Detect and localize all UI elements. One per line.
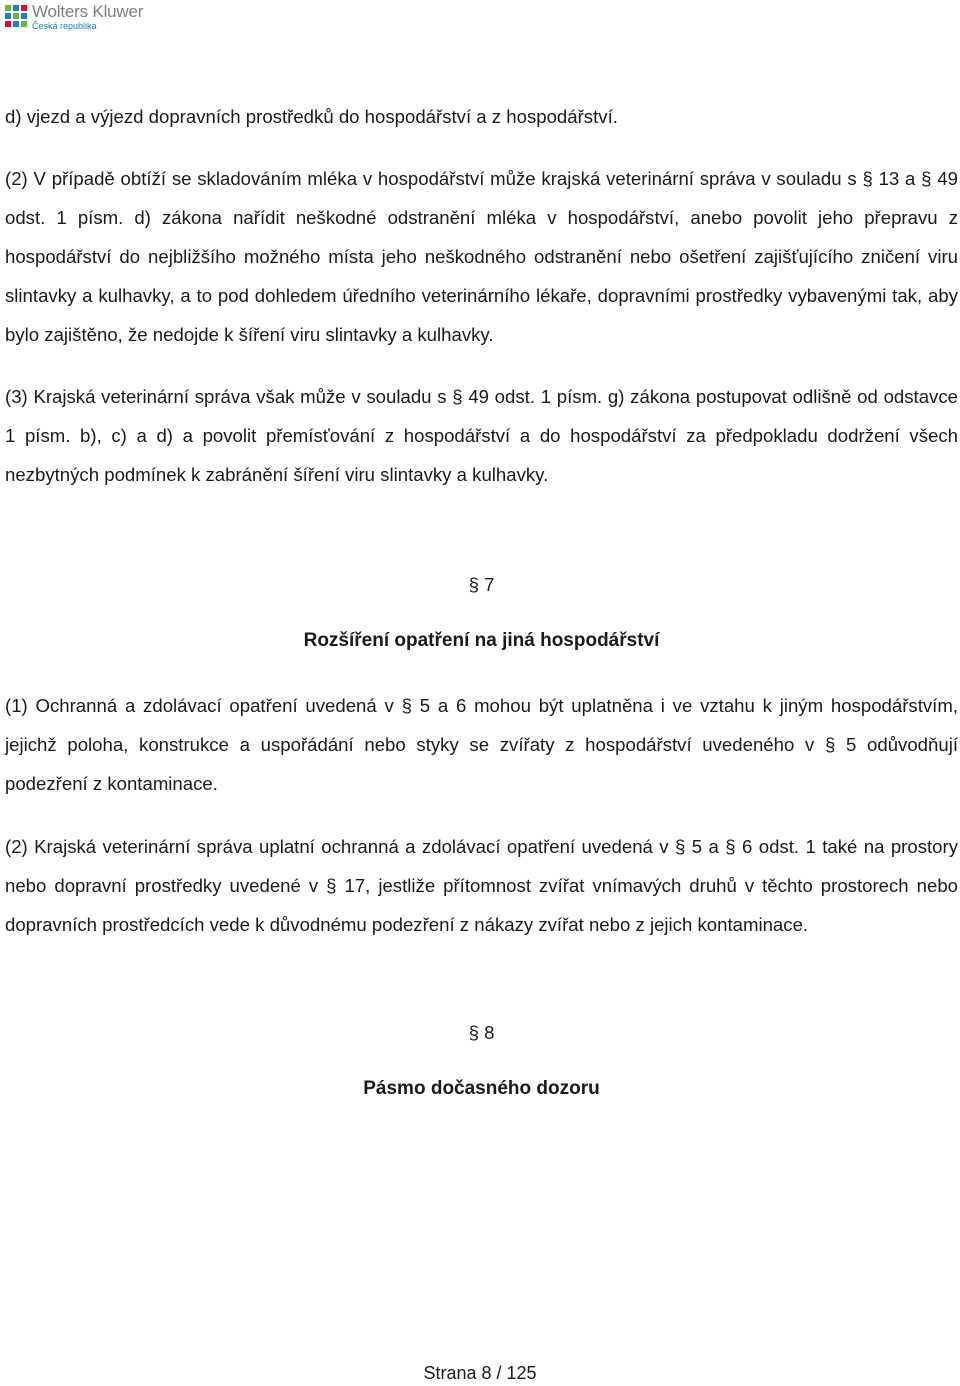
logo-brand-text: Wolters Kluwer — [32, 2, 144, 21]
paragraph-item-d: d) vjezd a výjezd dopravních prostředků do hospodářství a z hospodářství. — [5, 106, 618, 127]
section-7-number: § 7 — [468, 574, 495, 595]
page-number: Strana 8 / 125 — [423, 1363, 537, 1383]
section-7-paragraph-1: (1) Ochranná a zdolávací opatření uvedená v § 5 a 6 mohou být uplatněna i ve vztahu k jiným hospodářstvím, jejichž poloha, konstrukce a uspořádání nebo styky se zvířaty z hospodářství uvedeného v § 5 odůvodňují podezření z kontaminace. — [5, 695, 958, 794]
document-body — [5, 97, 958, 1101]
paragraph-3: (3) Krajská veterinární správa však může v souladu s § 49 odst. 1 písm. g) zákona postupovat odlišně od odstavce 1 písm. b), c) a d) a povolit přemísťování z hospodářství a do hospodářství za předpokladu dodržení všech nezbytných podmínek k zabránění šíření viru slintavky a kulhavky. — [5, 386, 958, 485]
section-7-paragraph-2: (2) Krajská veterinární správa uplatní ochranná a zdolávací opatření uvedená v § 5 a § 6 odst. 1 také na prostory nebo dopravní prostředky uvedené v § 17, jestliže přítomnost zvířat vnímavých druhů v těchto prostorech nebo dopravních prostředcích vede k důvodnému podezření z nákazy zvířat nebo z jejich kontaminace. — [5, 836, 958, 935]
logo-subtitle-text: Česká republika — [32, 21, 97, 31]
publisher-logo — [5, 3, 143, 31]
section-8-number: § 8 — [468, 1022, 495, 1043]
section-8-title: Pásmo dočasného dozoru — [363, 1078, 600, 1099]
wolters-kluwer-logo-icon — [5, 5, 27, 27]
paragraph-2: (2) V případě obtíží se skladováním mléka v hospodářství může krajská veterinární správa v souladu s § 13 a § 49 odst. 1 písm. d) zákona nařídit neškodné odstranění mléka v hospodářství, anebo povolit jeho přepravu z hospodářství do nejbližšího možného místa jeho neškodného odstranění nebo ošetření zajišťujícího zničení viru slintavky a kulhavky, a to pod dohledem úředního veterinárního lékaře, dopravními prostředky vybavenými tak, aby bylo zajištěno, že nedojde k šíření viru slintavky a kulhavky. — [5, 168, 958, 345]
section-7-title: Rozšíření opatření na jiná hospodářství — [303, 630, 660, 651]
